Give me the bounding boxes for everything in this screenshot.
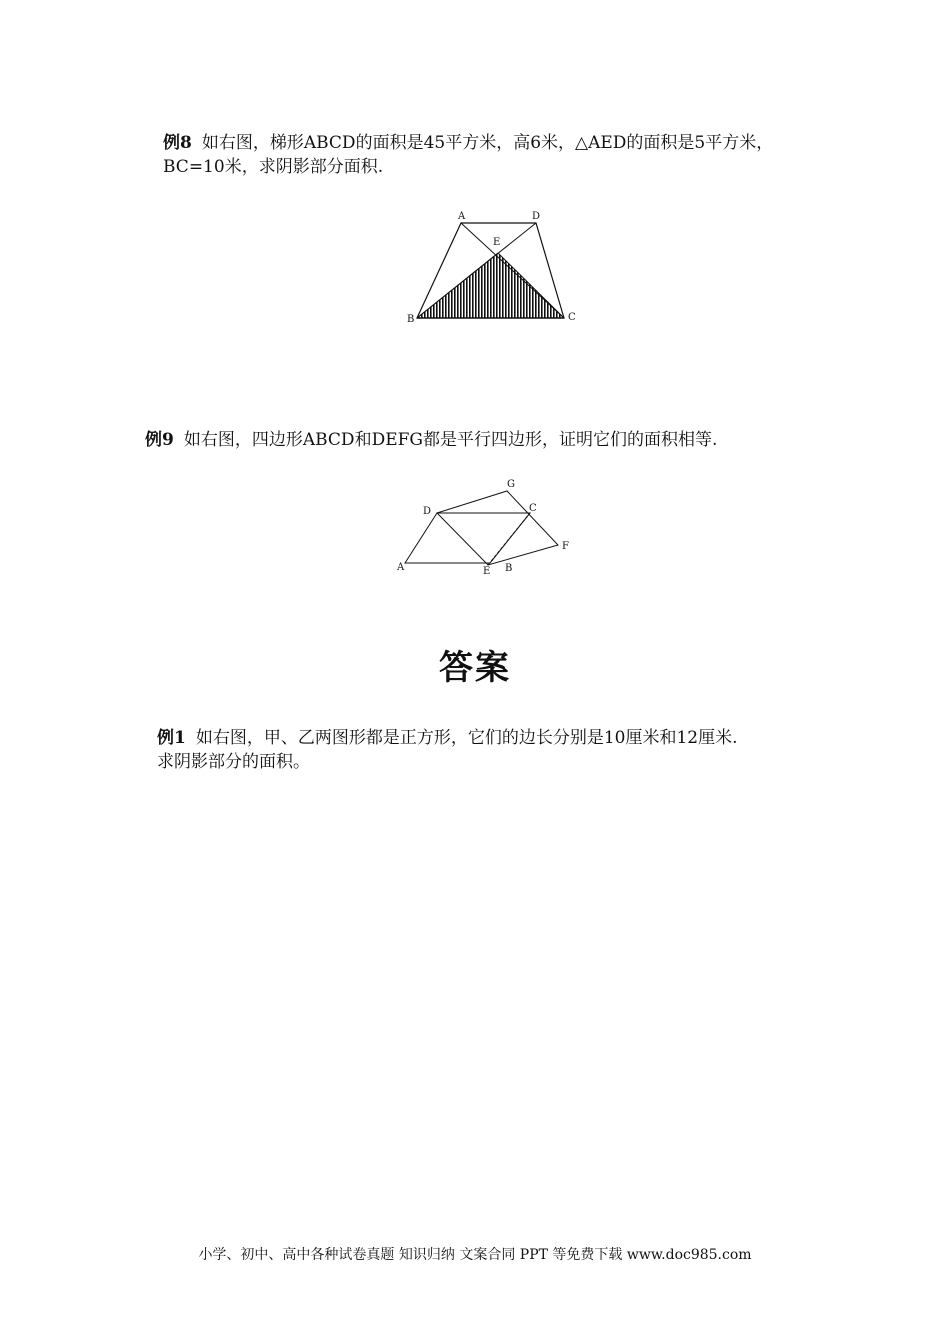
page-footer: 小学、初中、高中各种试卷真题 知识归纳 文案合同 PPT 等免费下载 www.doc985.com bbox=[198, 1247, 752, 1263]
label-C: C bbox=[568, 312, 576, 323]
label-B: B bbox=[407, 314, 415, 325]
label-D: D bbox=[532, 211, 541, 222]
example-8-question-line-1: 如右图，梯形ABCD的面积是45平方米，高6米，△AED的面积是5平方米， bbox=[201, 133, 774, 153]
example-9-question-line-1: 如右图，四边形ABCD和DEFG都是平行四边形，证明它们的面积相等. bbox=[183, 430, 718, 450]
parallelogram-ABCD bbox=[405, 513, 530, 563]
example-8-question-line-2: BC=10米，求阴影部分面积. bbox=[163, 157, 384, 177]
example-8-trapezoid-figure bbox=[400, 205, 590, 330]
example-1-line-1 bbox=[157, 726, 738, 750]
example-1-question-line-1: 如右图，甲、乙两图形都是正方形，它们的边长分别是10厘米和12厘米. bbox=[195, 728, 738, 748]
label-C: C bbox=[529, 503, 537, 514]
example-9-label: 例9 bbox=[145, 430, 174, 450]
segment-BC bbox=[490, 513, 530, 563]
label-B: B bbox=[505, 563, 513, 574]
example-9-text bbox=[145, 428, 717, 452]
example-1-text bbox=[157, 726, 738, 774]
label-E: E bbox=[483, 566, 491, 577]
example-1-label: 例1 bbox=[157, 728, 186, 748]
answers-heading: 答案 bbox=[439, 648, 511, 688]
example-1-question-line-2: 求阴影部分的面积。 bbox=[157, 752, 310, 772]
label-A: A bbox=[397, 562, 405, 573]
example-8-line-1 bbox=[163, 131, 773, 155]
label-D: D bbox=[423, 506, 432, 517]
example-9-parallelograms-figure bbox=[390, 474, 580, 579]
label-A: A bbox=[458, 211, 466, 222]
example-8-label: 例8 bbox=[163, 133, 192, 153]
example-8-text bbox=[163, 131, 773, 179]
label-G: G bbox=[507, 479, 515, 490]
label-F: F bbox=[562, 541, 569, 552]
label-E: E bbox=[493, 237, 501, 248]
shaded-triangle-BEC bbox=[417, 253, 564, 318]
